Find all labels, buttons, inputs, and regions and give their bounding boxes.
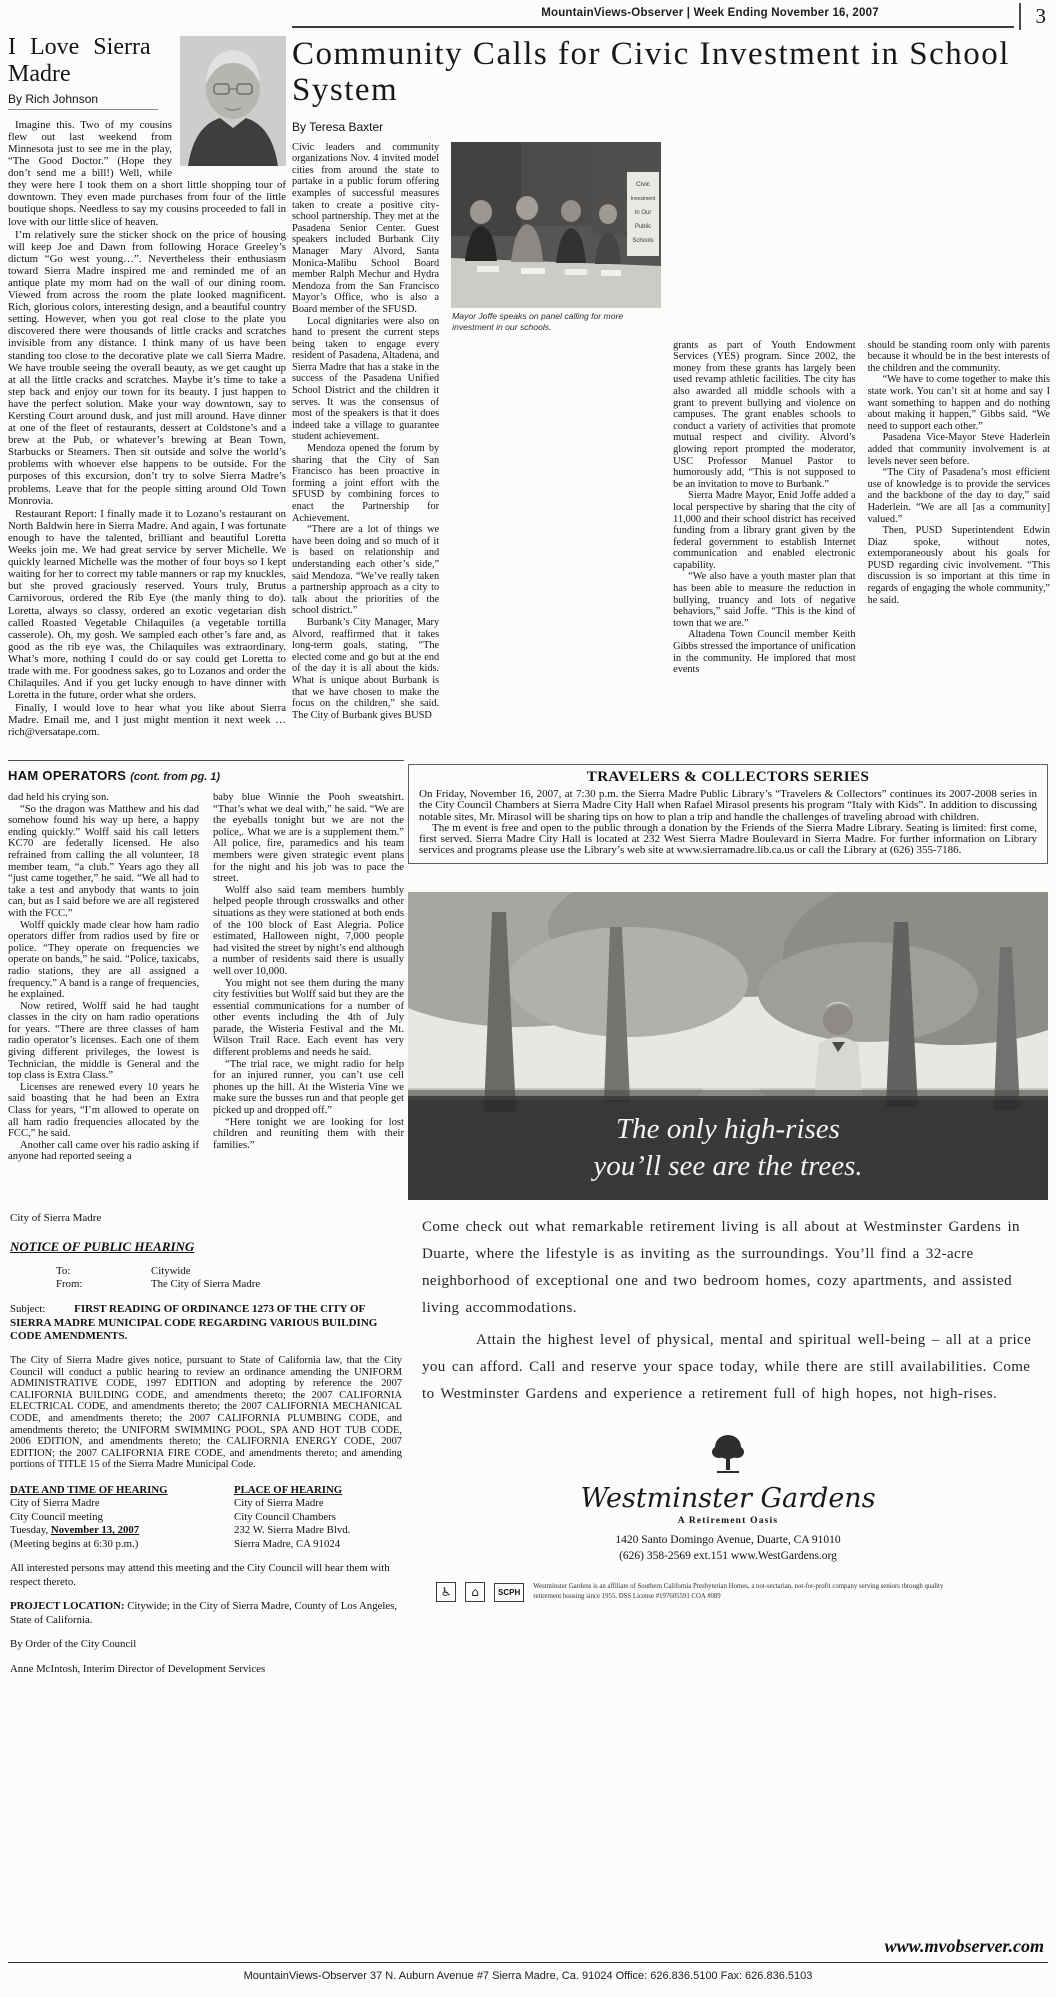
- hearing-line: City Council meeting: [10, 1510, 103, 1523]
- hearing-date: November 13, 2007: [50, 1524, 140, 1537]
- ham-title: HAM OPERATORS: [8, 768, 127, 783]
- ham-header: [8, 767, 404, 785]
- paragraph: “The trial race, we might radio for help for an injured runner, you can’t use cell phones up the hill. At the Wisteria Vine we make sure the busses run and that people get picked up and dropped off.”: [213, 1058, 404, 1117]
- paragraph: “We also have a youth master plan that has been able to measure the reduction in bullying, truancy and lots of negative behaviors,” said Joffe. “This is the kind of town that we are.”: [673, 571, 856, 629]
- equal-housing-icon: ⌂: [465, 1582, 485, 1602]
- paragraph: Licenses are renewed every 10 years he said boasting that he had been an Extra Class for years, “I’m allowed to operate on all ham radio frequencies allocated by the FCC,” he said.: [8, 1081, 199, 1140]
- notice-attend-note: All interested persons may attend this meeting and the City Council will hear them with respect thereto.: [10, 1562, 390, 1588]
- notice-title: NOTICE OF PUBLIC HEARING: [10, 1238, 195, 1254]
- civic-title: Community Calls for Civic Investment in School System: [292, 36, 1010, 109]
- paragraph: Pasadena Vice-Mayor Steve Haderlein added that community involvement is at levels never seen before.: [867, 432, 1050, 467]
- article-i-love-sierra-madre: [8, 34, 286, 760]
- civic-columns: [292, 142, 1050, 766]
- notice-subject: [10, 1303, 402, 1344]
- travelers-collectors-box: [408, 764, 1048, 864]
- paragraph: Wolff also said team members humbly helped people through crosswalks and other situations as they were stationed at both ends of the 100 block of East Alegria. Police estimated, Halloween night, 7,000 people had visited the street by night’s end although a number of residents said there is usually well over 10,000.: [213, 884, 404, 977]
- notice-to-from: [56, 1265, 402, 1292]
- paragraph: “So the dragon was Matthew and his dad somehow found his way up here, a happy ending quickly.” Wolff said his call letters KC70 are federally licensed. He also refrained from calling the all volunteer, 18 member team, “a club.” Years ago they all “just came together,” he said. “We all had to take a test and anybody that wants to join can, but as I said before we are all registered with the FCC.”: [8, 803, 199, 919]
- notice-to-row: [56, 1265, 402, 1278]
- hearing-line: 232 W. Sierra Madre Blvd.: [234, 1524, 351, 1537]
- paragraph: grants as part of Youth Endowment Services (YES) program. Since 2002, the money from these grants has largely been used revamp athletic facilities. The city has also awarded all middle schools with a grant to prevent bullying and violence on campuses. The grant enables schools to conduct a variety of activities that promote mutual respect and civility. Alvord’s glowing report prompted the moderator, USC Professor Manuel Pastor to humorously add, “This is not supposed to be an invitation to move to Burbank.”: [673, 339, 856, 490]
- footer-contact-line: MountainViews-Observer 37 N. Auburn Avenue #7 Sierra Madre, Ca. 91024 Office: 626.836.5100 Fax: 626.836.5103: [243, 1970, 813, 1982]
- ad-overlay-line-1: The only high-rises: [616, 1112, 840, 1145]
- paragraph: Attain the highest level of physical, mental and spiritual well-being – all at a price you can afford. Call and reserve your space today, while there are still availabilities. Come to Westminster Gardens and experience a retirement full of high hopes, not high-rises.: [422, 1332, 1032, 1402]
- date-time-header: DATE AND TIME OF HEARING: [10, 1483, 168, 1496]
- westminster-address: 1420 Santo Domingo Avenue, Duarte, CA 91010: [615, 1534, 841, 1546]
- masthead: MountainViews-Observer | Week Ending November 16, 2007: [541, 7, 879, 19]
- photo-caption: Mayor Joffe speaks on panel calling for more investment in our schools.: [452, 310, 624, 332]
- ad-overlay-line-2: you’ll see are the trees.: [593, 1150, 863, 1183]
- paragraph: “The City of Pasadena’s most efficient use of knowledge is to provide the services and the backbone of the day to day,” said Haderlein. “We are all [as a community] valued.”: [867, 467, 1050, 525]
- photo-sign-line: Public: [634, 223, 652, 230]
- paragraph: Imagine this. Two of my cousins flew out last weekend from Minnesota just to see me in the play, “The Good Doctor.” (Hope they don’t send me a bill!) Well, while they were here I took them on a short little shopping tour of downtown. They even made purchases from four of the little boutique shops. Needless to say my cousins proceeded to fall in love with our little slice of heaven.: [8, 118, 286, 228]
- photo-sign-line: In Our: [634, 209, 652, 216]
- panel-photo-block: [451, 142, 661, 766]
- ham-continuation-note: (cont. from pg. 1): [130, 771, 221, 783]
- paragraph: Mendoza opened the forum by sharing that the City of San Francisco has been proactive in forming a joint effort with the SFUSD by combining forces to enact the Partnership for Achievement.: [292, 443, 440, 524]
- wheelchair-icon: ♿: [436, 1582, 456, 1602]
- paragraph: Then, PUSD Superintendent Edwin Diaz spoke, without notes, extemporaneously about his goals for PUSD regarding civic involvement. “This discussion is so important at this time in regards of engaging the whole community,” he said.: [867, 525, 1050, 606]
- to-label: To:: [56, 1265, 71, 1277]
- paragraph: Civic leaders and community organizations Nov. 4 invited model cities from around the state to partake in a public forum offering examples of successful measures taken to create a positive city-school partnership. They met at the Pasadena Senior Center. Guest speakers included Burbank City Manager Mary Alvord, Santa Monica-Malibu School Board member Ralph Mechur and Hydra Mendoza from the San Francisco Mayor’s Office, who is also a Board member of the SFUSD.: [292, 141, 440, 315]
- hearing-line: (Meeting begins at 6:30 p.m.): [10, 1537, 139, 1550]
- hearing-line: City of Sierra Madre: [234, 1497, 324, 1510]
- civic-byline: By Teresa Baxter: [292, 119, 384, 134]
- from-value: The City of Sierra Madre: [151, 1278, 261, 1291]
- byline-rule: [8, 109, 158, 110]
- subject-label: Subject:: [10, 1302, 46, 1315]
- notice-signature: Anne McIntosh, Interim Director of Development Services: [10, 1662, 266, 1675]
- hearing-date-column: [10, 1484, 234, 1551]
- paragraph: “Here tonight we are looking for lost children and reuniting them with their families.”: [213, 1116, 404, 1151]
- hearing-line: City Council Chambers: [234, 1510, 336, 1523]
- civic-column-3: [868, 142, 1050, 766]
- ad-footer-row: [422, 1582, 1034, 1602]
- love-body: [8, 119, 286, 739]
- footer-rule: [8, 1962, 1048, 1963]
- ad-overlay-text: [408, 1111, 1048, 1186]
- paragraph: Come check out what remarkable retirement living is all about at Westminster Gardens in Duarte, where the lifestyle is as inviting as the surroundings. You’ll find a 32-acre neighborhood of exceptional one and two bedroom homes, cozy apartments, and assisted living accommodations.: [422, 1219, 1020, 1316]
- ham-columns: [8, 792, 404, 1180]
- paragraph: The m event is free and open to the public through a donation by the Friends of the Sierra Madre Library. Seating is limited: first come, first served. Sierra Madre City Hall is located at 232 West Sierra Madre Boulevard in Sierra Madre. For further information on Library services and programs please use the Library’s web site at www.sierramadre.lib.ca.us or call the Library at (626) 355-7186.: [419, 821, 1037, 857]
- paragraph: Wolff quickly made clear how ham radio operators differ from radios used by fire or police. “They operate on frequencies we operate on bands,” he said. “Police, taxicabs, radio stations, they are all assigned a frequency.” A band is a range of frequencies, he explained.: [8, 919, 199, 1001]
- hearing-date-line: [10, 1524, 234, 1537]
- header-rule: [292, 26, 1014, 28]
- project-location-value: Citywide; in the City of Sierra Madre, County of Los Angeles, State of California.: [10, 1600, 398, 1626]
- westminster-logo-block: [422, 1434, 1034, 1562]
- civic-column-2: [673, 142, 855, 766]
- rich-johnson-photo: [180, 36, 286, 166]
- article-ham-operators: [8, 760, 404, 1180]
- paragraph: Sierra Madre Mayor, Enid Joffe added a local perspective by sharing that the city of 11,000 and their school district has received funding from a library grant given by the federal government to establish Internet communication and enabled electronic capability.: [673, 490, 856, 571]
- paragraph: I’m relatively sure the sticker shock on the price of housing will keep Joe and Dawn from following Horace Greeley’s dictum “Go west young…”. Nevertheless their enthusiasm toward Sierra Madre inspired me and reminded me of an antique plate my mom had on the wall of our dining room. Viewed from across the room the plate looked magnificent. Rich, glorious colors, interesting design, and a beautiful country setting. However, when you got real close to the plate you discovered there were thousands of little cracks and scratches invisible from any distance. I think many of us have been standing too close to the decorative plate we call Sierra Madre. We have trouble seeing the overall beauty, as we get caught up at all the little cracks and scratches. Maybe it’s time to take a step back and enjoy our town for its beauty. I just happen to have the perfect solution. Make your way downtown, say to Kersting Court around dusk, and just mill around. Have dinner at one of the fleet of restaurants, dessert at Coldstone’s and a brew at the Pub, or whatever’s brewing at Bean Town, Starbucks or Steamers. Then sit outside and solve the world’s problems with whoever else happens to be outside. For the purposes of this excursion, don’t try to solve Sierra Madre’s problems. Leave that for the people sitting around Old Town Monrovia.: [8, 228, 286, 507]
- public-hearing-notice: [10, 1212, 402, 1676]
- civic-column-1: [292, 142, 439, 766]
- paragraph: Local dignitaries were also on hand to present the current steps being taken to engage every resident of Pasadena, Altadena, and Sierra Madre that has a stake in the success of the Pasadena Unified School District and the children it serves. It was the consensus of most of the speakers is that it does indeed take a village to guarantee student achievement.: [292, 315, 440, 443]
- notice-order-line: By Order of the City Council: [10, 1638, 137, 1651]
- paragraph: You might not see them during the many city festivities but Wolff said but they are the essential communications for a number of other events including the 4th of July parade, the Wisteria Festival and the Mt. Wilson Trail Race. Each event has very different problems and needs he said.: [213, 977, 404, 1059]
- from-label: From:: [56, 1278, 83, 1291]
- notice-from-row: [56, 1278, 402, 1291]
- photo-sign-line: Investment: [630, 195, 656, 202]
- paragraph: Burbank’s City Manager, Mary Alvord, reaffirmed that it takes long-term goals, stating, “The elected come and go but at the end of the day it is all about the kids. What is unique about Burbank is that we have chosen to make the focus on the children,” she said. The City of Burbank gives BUSD: [292, 616, 440, 721]
- westminster-logo-name: Westminster Gardens: [580, 1483, 876, 1514]
- ad-fine-print: Westminster Gardens is an affiliate of Southern California Presbyterian Homes, a not-sectarian, not-for-profit company serving seniors through quality retirement housing since 1955. DSS License #197605591 COA #089: [533, 1583, 944, 1600]
- photo-sign-line: Civic: [636, 180, 651, 188]
- paragraph: baby blue Winnie the Pooh sweatshirt. “That’s what we deal with,” he said. “We are the eyeballs tonight but we are not the police,. What we are is a supplement them.” All police, fire, paramedics and his team members were given strategic event plans for the night and his job was to pace the street.: [213, 792, 404, 885]
- subject-value: FIRST READING OF ORDINANCE 1273 OF THE CITY OF SIERRA MADRE MUNICIPAL CODE REGARDING VARIOUS BUILDING CODE AMENDMENTS.: [10, 1302, 378, 1343]
- paragraph: “We have to come together to make this state work. You can’t sit at home and say I want something to happen and do nothing about making it happen,” Gibbs said. “We need to support each other.”: [867, 374, 1050, 432]
- paragraph: Now retired, Wolff said he had taught classes in the city on ham radio operations for years. “There are three classes of ham radio operator’s licenses. Each one of them giving different privileges, the lowest is Technician, the middle is General and the top class is Extra Class.”: [8, 1000, 199, 1082]
- hearing-place-column: [234, 1484, 402, 1551]
- tree-logo-icon: [710, 1434, 746, 1481]
- hearing-date-prefix: Tuesday,: [10, 1524, 51, 1537]
- westminster-ad-photo: [408, 892, 1048, 1200]
- paragraph: should be standing room only with parents because it whould be in the best interests of the children and the community.: [867, 339, 1050, 374]
- footer-website: www.mvobserver.com: [884, 1936, 1044, 1956]
- scph-logo: SCPH: [494, 1583, 524, 1602]
- hearing-details: [10, 1484, 402, 1551]
- page-number: 3: [1019, 3, 1047, 30]
- article-civic-investment: [292, 36, 1050, 766]
- notice-org: City of Sierra Madre: [10, 1212, 102, 1224]
- paragraph: dad held his crying son.: [8, 792, 109, 803]
- love-byline: By Rich Johnson: [8, 91, 99, 106]
- photo-sign-line: Schools: [632, 237, 654, 244]
- notice-body: The City of Sierra Madre gives notice, pursuant to State of California law, that the City Council will conduct a public hearing to review an ordinance amending the UNIFORM ADMINISTRATIVE CODE, 1997 EDITION and adopting by reference the 2007 CALIFORNIA BUILDING CODE, and amendments thereto; the 2007 CALIFORNIA ELECTRICAL CODE, and amendments thereto; the 2007 CALIFORNIA MECHANICAL CODE, and amendments thereto; the 2007 CALIFORNIA PLUMBING CODE, and amendments thereto; the UNIFORM SWIMMING POOL, SPA AND HOT TUB CODE, 2006 EDITION, and amendments thereto; the CALIFORNIA ENERGY CODE, 2007 EDITION; the 2007 CALIFORNIA FIRE CODE, and amendments thereto; and amending portions of TITLE 15 of the Sierra Madre Municipal Code.: [10, 1355, 402, 1471]
- hearing-line: Sierra Madre, CA 91024: [234, 1537, 341, 1550]
- paragraph: Restaurant Report: I finally made it to Lozano’s restaurant on North Baldwin here in Sierra Madre. And again, I was fortunate enough to have the talented, brilliant and beautiful Loretta Weeks join me. We had great service by server Michelle. We quickly learned Michelle was the mother of four boys so I kept waiting for her to correct my table manners or rap my knuckles, but she proved graciously reserved. Yours truly, Brutus Carnivorous, ordered the Rib Eye (the manly thing to do). Loretta, always so classy, ordered an exotic vegetarian dish called Roasted Vegetable Chilaquiles (a vegetable tortilla casserole). Oh, my gosh. We sampled each other’s fare and, as good as the rib eye was, the Chilaquiles was extraordinary. What’s more, nothing I could do or say could get Loretta to trade with me. For goodness sakes, go to Lozanos and order the Chilaquiles. And if you get lucky enough to have dinner with Loretta in the future, order what she orders.: [8, 507, 286, 702]
- ham-column-2: [213, 792, 404, 1180]
- place-header: PLACE OF HEARING: [234, 1483, 343, 1496]
- ham-column-1: [8, 792, 199, 1180]
- westminster-ad-copy: [408, 1214, 1048, 1602]
- paragraph: Altadena Town Council member Keith Gibbs stressed the importance of unification in the community. He implored that most events: [673, 629, 856, 676]
- paragraph: Another call came over his radio asking if anyone had reported seeing a: [8, 1139, 199, 1163]
- westminster-tagline: A Retirement Oasis: [677, 1516, 779, 1526]
- westminster-contact: (626) 358-2569 ext.151 www.WestGardens.org: [619, 1550, 837, 1562]
- hearing-line: City of Sierra Madre: [10, 1497, 100, 1510]
- project-location-label: PROJECT LOCATION:: [10, 1600, 125, 1613]
- to-value: Citywide: [151, 1265, 191, 1277]
- travelers-title: TRAVELERS & COLLECTORS SERIES: [586, 769, 870, 785]
- paragraph: Finally, I would love to hear what you like about Sierra Madre. Email me, and I just might mention it next week … rich@versatape.com.: [8, 702, 286, 739]
- panel-discussion-photo: [451, 142, 661, 308]
- paragraph: On Friday, November 16, 2007, at 7:30 p.m. the Sierra Madre Public Library’s “Travelers & Collectors” continues its 2007-2008 series in the City Council Chambers at Sierra Madre City Hall when Rafael Mirasol presents his program “Italy with Kids”. In addition to discussing notable sites, Mr. Mirasol will be sharing tips on how to plan a trip and handle the challenges of traveling abroad with children.: [419, 788, 1037, 823]
- notice-project-location: [10, 1600, 402, 1627]
- love-title: I Love Sierra Madre: [8, 34, 151, 87]
- paragraph: “There are a lot of things we have been doing and so much of it is based on relationship and understanding each other’s side,” said Mendoza. “We’ve really taken a partnership approach as a city to talk about the priorities of the school district.”: [292, 524, 440, 617]
